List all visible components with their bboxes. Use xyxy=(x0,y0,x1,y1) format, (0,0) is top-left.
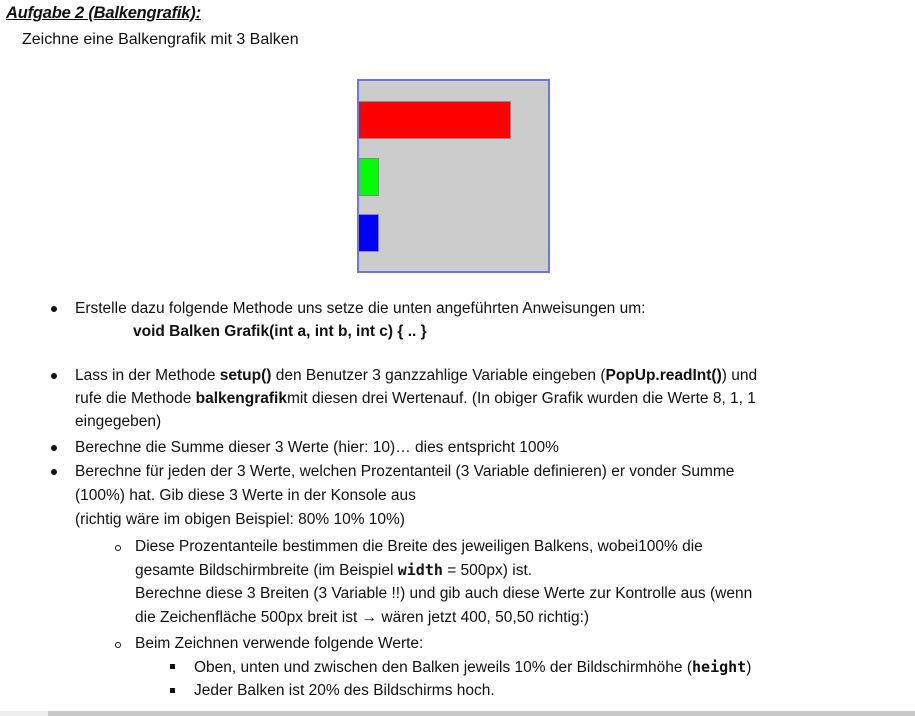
text: gesamte Bildschirmbreite (im Beispiel xyxy=(135,562,398,579)
text: mit diesen drei Wertenauf. (In obiger Grafik wurden die Werte 8, 1, 1 xyxy=(286,390,756,407)
bullet-text xyxy=(75,388,756,410)
bullet-text: (richtig wäre im obigen Beispiel: 80% 10% 10%) xyxy=(75,511,405,528)
bullet-icon xyxy=(51,445,57,451)
text: den Benutzer 3 ganzzahlige Variable eingeben ( xyxy=(271,367,606,384)
text: Oben, unten und zwischen den Balken jeweils 10% der Bildschirmhöhe ( xyxy=(194,659,693,676)
sub-bullet-text xyxy=(135,559,532,582)
text: ) und xyxy=(721,367,758,384)
code-width: width xyxy=(397,561,443,579)
bullet-text: Berechne für jeden der 3 Werte, welchen Prozentanteil (3 Variable definieren) er vonder Summe xyxy=(75,463,735,480)
sub-bullet-icon xyxy=(115,545,121,551)
square-bullet-icon xyxy=(170,688,175,693)
bar-green xyxy=(359,158,379,196)
text: ) xyxy=(746,659,752,676)
bullet-text: (100%) hat. Gib diese 3 Werte in der Konsole aus xyxy=(75,487,416,504)
sub-bullet-text: Beim Zeichnen verwende folgende Werte: xyxy=(135,635,424,652)
bar-red xyxy=(359,101,511,139)
bullet-icon xyxy=(51,373,57,379)
text: rufe die Methode xyxy=(75,390,196,407)
sub-sub-bullet-text: Jeder Balken ist 20% des Bildschirms hoch. xyxy=(194,682,495,699)
code-balkengrafik: balkengrafik xyxy=(195,390,287,407)
sub-bullet-text: Berechne diese 3 Breiten (3 Variable !!) und gib auch diese Werte zur Kontrolle aus (wenn xyxy=(135,585,753,602)
code-readint: PopUp.readInt() xyxy=(605,367,722,384)
method-signature-code: void Balken Grafik(int a, int b, int c) { .. } xyxy=(133,323,427,340)
bullet-text: Erstelle dazu folgende Methode uns setze die unten angeführten Anweisungen um: xyxy=(75,300,646,317)
bullet-icon xyxy=(51,306,57,312)
page-edge xyxy=(0,711,48,716)
bar-blue xyxy=(359,214,379,252)
method-signature xyxy=(133,321,427,343)
code-height: height xyxy=(692,658,747,676)
square-bullet-icon xyxy=(170,664,175,669)
bullet-text xyxy=(75,365,757,387)
text: Lass in der Methode xyxy=(75,367,220,384)
horizontal-scrollbar[interactable] xyxy=(48,711,915,716)
bullet-text: eingegeben) xyxy=(75,413,162,430)
bar-chart xyxy=(357,79,550,273)
sub-bullet-icon xyxy=(115,642,121,648)
task-subtitle: Zeichne eine Balkengrafik mit 3 Balken xyxy=(22,31,299,48)
task-title: Aufgabe 2 (Balkengrafik): xyxy=(6,4,201,22)
bullet-icon xyxy=(51,469,57,475)
sub-bullet-text: die Zeichenfläche 500px breit ist → wären jetzt 400, 50,50 richtig:) xyxy=(135,609,590,626)
sub-sub-bullet-text xyxy=(194,656,751,679)
code-setup: setup() xyxy=(219,367,272,384)
bullet-text: Berechne die Summe dieser 3 Werte (hier: 10)… dies entspricht 100% xyxy=(75,439,559,456)
text: = 500px) ist. xyxy=(442,562,533,579)
sub-bullet-text: Diese Prozentanteile bestimmen die Breite des jeweiligen Balkens, wobei100% die xyxy=(135,538,703,555)
